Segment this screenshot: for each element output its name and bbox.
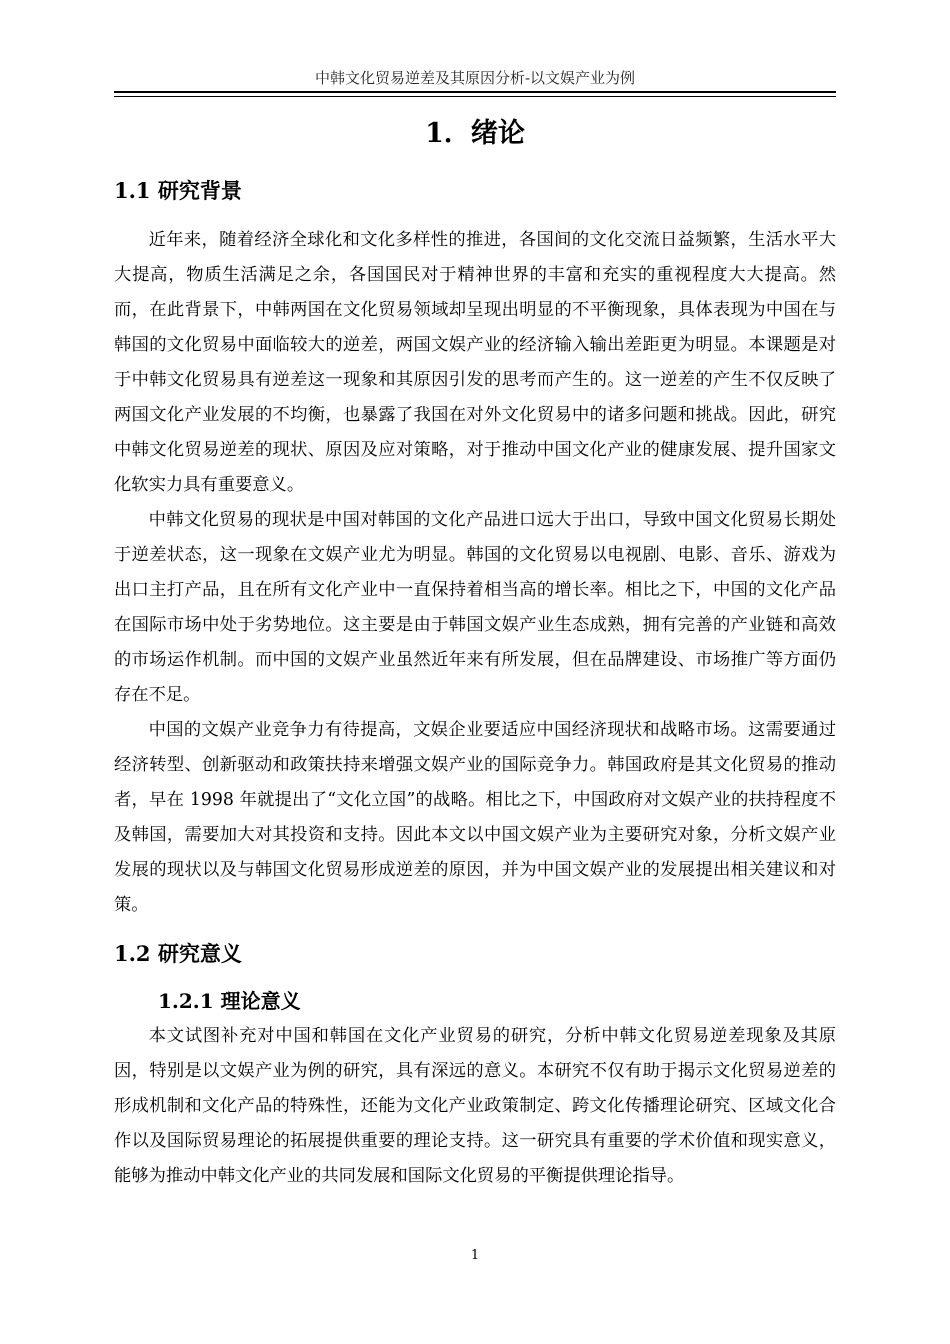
paragraph-1-1-a: 近年来，随着经济全球化和文化多样性的推进，各国间的文化交流日益频繁，生活水平大大提高，物质生活满足之余，各国国民对于精神世界的丰富和充实的重视程度大大提高。然而，在此背景下，中韩两国在文化贸易领域却呈现出明显的不平衡现象，具体表现为中国在与韩国的文化贸易中面临较大的逆差，两国文娱产业的经济输入输出差距更为明显。本课题是对于中韩文化贸易具有逆差这一现象和其原因引发的思考而产生的。这一逆差的产生不仅反映了两国文化产业发展的不均衡，也暴露了我国在对外文化贸易中的诸多问题和挑战。因此，研究中韩文化贸易逆差的现状、原因及应对策略，对于推动中国文化产业的健康发展、提升国家文化软实力具有重要意义。 xyxy=(114,230,836,495)
paragraph-1-1-b: 中韩文化贸易的现状是中国对韩国的文化产品进口远大于出口，导致中国文化贸易长期处于逆差状态，这一现象在文娱产业尤为明显。韩国的文化贸易以电视剧、电影、音乐、游戏为出口主打产品，且在所有文化产业中一直保持着相当高的增长率。相比之下，中国的文化产品在国际市场中处于劣势地位。这主要是由于韩国文娱产业生态成熟，拥有完善的产业链和高效的市场运作机制。而中国的文娱产业虽然近年来有所发展，但在品牌建设、市场推广等方面仍存在不足。 xyxy=(114,510,836,705)
header-rule-thick xyxy=(114,91,836,93)
running-header: 中韩文化贸易逆差及其原因分析-以文娱产业为例 xyxy=(314,69,636,87)
section-heading-1-2: 1.2 研究意义 xyxy=(114,941,242,966)
subsection-heading-1-2-1: 1.2.1 理论意义 xyxy=(158,989,301,1013)
paragraph-1-1-c: 中国的文娱产业竞争力有待提高，文娱企业要适应中国经济现状和战略市场。这需要通过经济转型、创新驱动和政策扶持来增强文娱产业的国际竞争力。韩国政府是其文化贸易的推动者，早在 1998 年就提出了“文化立国”的战略。相比之下，中国政府对文娱产业的扶持程度不及韩国，需要加大对其投资和支持。因此本文以中国文娱产业为主要研究对象，分析文娱产业发展的现状以及与韩国文化贸易形成逆差的原因，并为中国文娱产业的发展提出相关建议和对策。 xyxy=(114,720,836,915)
chapter-title: 1．绪论 xyxy=(425,118,525,149)
page-number: 1 xyxy=(470,1248,480,1263)
header-rule-thin xyxy=(114,96,836,97)
section-heading-1-1: 1.1 研究背景 xyxy=(114,178,242,203)
paragraph-1-2-1-a: 本文试图补充对中国和韩国在文化产业贸易的研究，分析中韩文化贸易逆差现象及其原因，特别是以文娱产业为例的研究，具有深远的意义。本研究不仅有助于揭示文化贸易逆差的形成机制和文化产品的特殊性，还能为文化产业政策制定、跨文化传播理论研究、区域文化合作以及国际贸易理论的拓展提供重要的理论支持。这一研究具有重要的学术价值和现实意义，能够为推动中韩文化产业的共同发展和国际文化贸易的平衡提供理论指导。 xyxy=(114,1026,836,1186)
